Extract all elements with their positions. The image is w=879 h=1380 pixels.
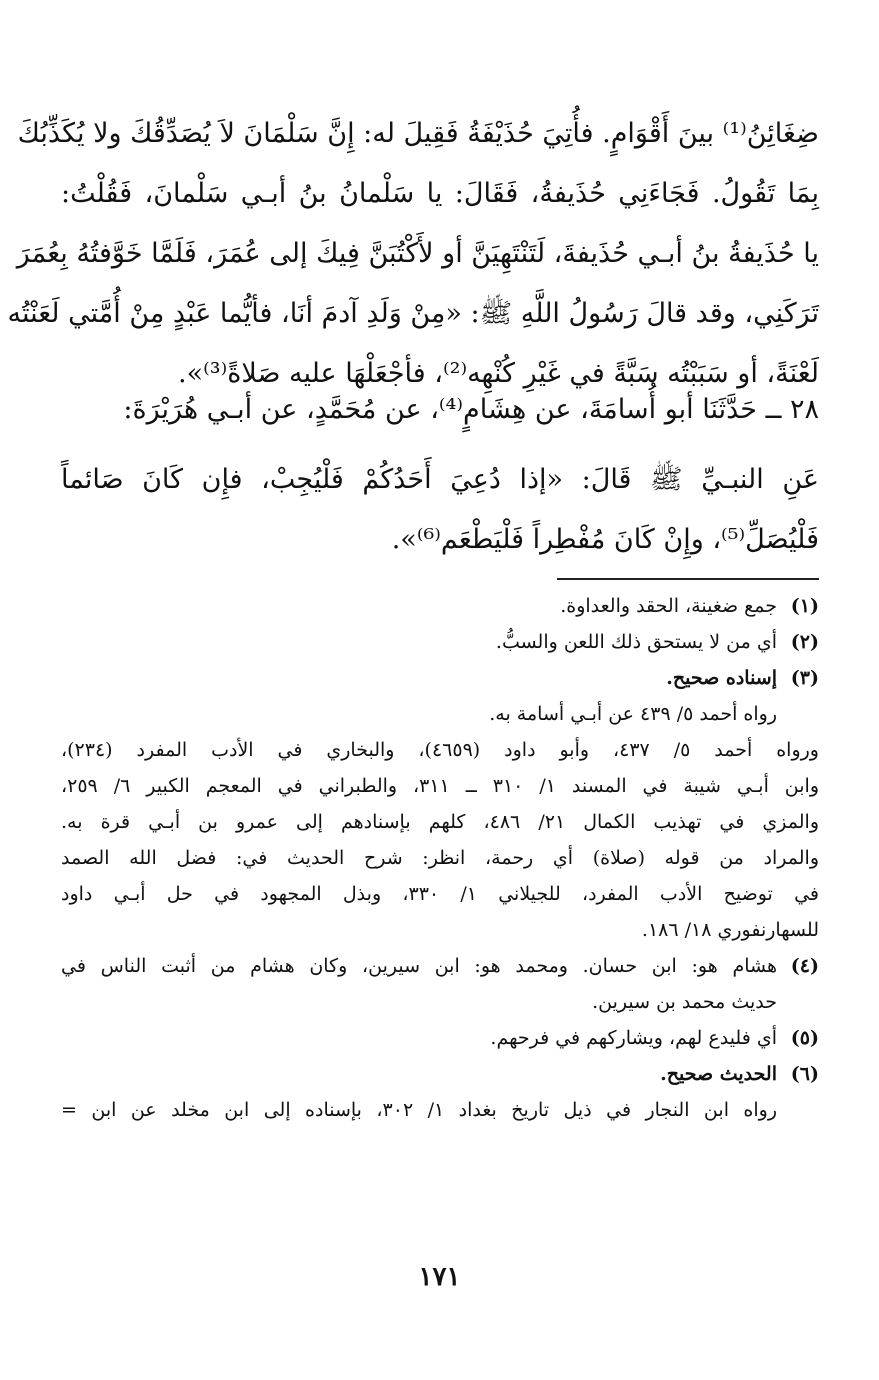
footnote-number: (٤) xyxy=(790,955,819,977)
footnote-4 xyxy=(61,948,819,984)
footnote-3-line: للسهارنفوري ١٨/ ١٨٦. xyxy=(641,919,819,941)
main-text-block xyxy=(7,104,819,404)
footnote-3-line: ورواه أحمد ٥/ ٤٣٧، وأبو داود (٤٦٥٩)، والبخاري في الأدب المفرد (٢٣٤)، xyxy=(61,739,819,761)
footnote-text: هشام هو: ابن حسان. ومحمد هو: ابن سيرين، وكان هشام من أثبت الناس في xyxy=(61,955,777,977)
footnote-separator xyxy=(557,578,819,580)
footnote-3-line: وابن أبـي شيبة في المسند ١/ ٣١٠ ــ ٣١١، والطبراني في المعجم الكبير ٦/ ٢٥٩، xyxy=(61,775,819,797)
footnote-1 xyxy=(61,588,819,624)
page-number: ١٧١ xyxy=(418,1262,461,1292)
main-text-line: تَرَكَنِي، وقد قالَ رَسُولُ اللَّهِ ﷺ: «مِنْ وَلَدِ آدمَ أنَا، فأيُّما عَبْدٍ مِنْ أُمَّتي لَعَنْتُه xyxy=(7,298,819,329)
footnote-text: جمع ضغينة، الحقد والعداوة. xyxy=(560,595,777,617)
hadith-text-line: فَلْيُصَلِّ⁽⁵⁾، وإِنْ كَانَ مُفْطِراً فَلْيَطْعَم⁽⁶⁾». xyxy=(391,524,819,555)
footnote-3 xyxy=(61,660,819,696)
hadith-text-line: عَنِ النبـيِّ ﷺ قَالَ: «إذا دُعِيَ أَحَدُكُمْ فَلْيُجِبْ، فإِن كَانَ صَائماً xyxy=(61,464,819,495)
footnote-number: (٥) xyxy=(790,1027,819,1049)
footnote-4-continuation: حديث محمد بن سيرين. xyxy=(592,991,777,1013)
footnote-text: أي فليدع لهم، ويشاركهم في فرحهم. xyxy=(490,1027,777,1049)
footnote-number: (٦) xyxy=(790,1063,819,1085)
footnote-3-line: والمزي في تهذيب الكمال ٢١/ ٤٨٦، كلهم بإسنادهم إلى عمرو بن أبـي قرة به. xyxy=(61,811,819,833)
main-text-line: بِمَا تَقُولُ. فَجَاءَنِي حُذَيفةُ، فَقَالَ: يا سَلْمانُ بنُ أبـي سَلْمانَ، فَقُلْتُ: xyxy=(61,178,819,209)
hadith-header-block xyxy=(61,380,819,440)
footnote-text: إسناده صحيح. xyxy=(666,667,777,689)
hadith-text-block xyxy=(61,450,819,570)
footnote-2 xyxy=(61,624,819,660)
footnotes-block xyxy=(61,588,819,1128)
main-text-line: لَعْنَةً، أو سَبَبْتُه سَبَّةً في غَيْرِ كُنْهِه⁽²⁾، فأجْعَلْهَا عليه صَلاةً⁽³⁾». xyxy=(178,358,819,389)
footnote-6 xyxy=(61,1056,819,1092)
footnote-number: (٣) xyxy=(790,667,819,689)
footnote-number: (١) xyxy=(790,595,819,617)
main-text-line: يا حُذَيفةُ بنُ أبـي حُذَيفةَ، لَتَنْتَهِيَنَّ أو لأَكْتُبَنَّ فِيكَ إلى عُمَرَ، فَلَمَّا خَوَّفتُهُ بِعُمَرَ xyxy=(16,238,819,269)
footnote-3-line: في توضيح الأدب المفرد، للجيلاني ١/ ٣٣٠، وبذل المجهود في حل أبـي داود xyxy=(61,883,819,905)
main-text-line: ضِغَائِنُ⁽¹⁾ بينَ أَقْوَامٍ. فأُتِيَ حُذَيْفَةُ فَقِيلَ له: إِنَّ سَلْمَانَ لاَ يُصَدِّقُكَ ولا يُكَذِّبُكَ xyxy=(17,118,819,149)
footnote-6-line: رواه ابن النجار في ذيل تاريخ بغداد ١/ ٣٠٢، بإسناده إلى ابن مخلد عن ابن = xyxy=(61,1099,777,1121)
footnote-3-line: رواه أحمد ٥/ ٤٣٩ عن أبـي أسامة به. xyxy=(489,703,777,725)
footnote-text: أي من لا يستحق ذلك اللعن والسبُّ. xyxy=(495,631,777,653)
hadith-header: ٢٨ ــ حَدَّثَنَا أبو أُسامَةَ، عن هِشَامٍ⁽⁴⁾، عن مُحَمَّدٍ، عن أبـي هُرَيْرَةَ: xyxy=(123,394,819,425)
footnote-number: (٢) xyxy=(790,631,819,653)
footnote-text: الحديث صحيح. xyxy=(660,1063,777,1085)
footnote-5 xyxy=(61,1020,819,1056)
footnote-3-line: والمراد من قوله (صلاة) أي رحمة، انظر: شرح الحديث في: فضل الله الصمد xyxy=(61,847,819,869)
